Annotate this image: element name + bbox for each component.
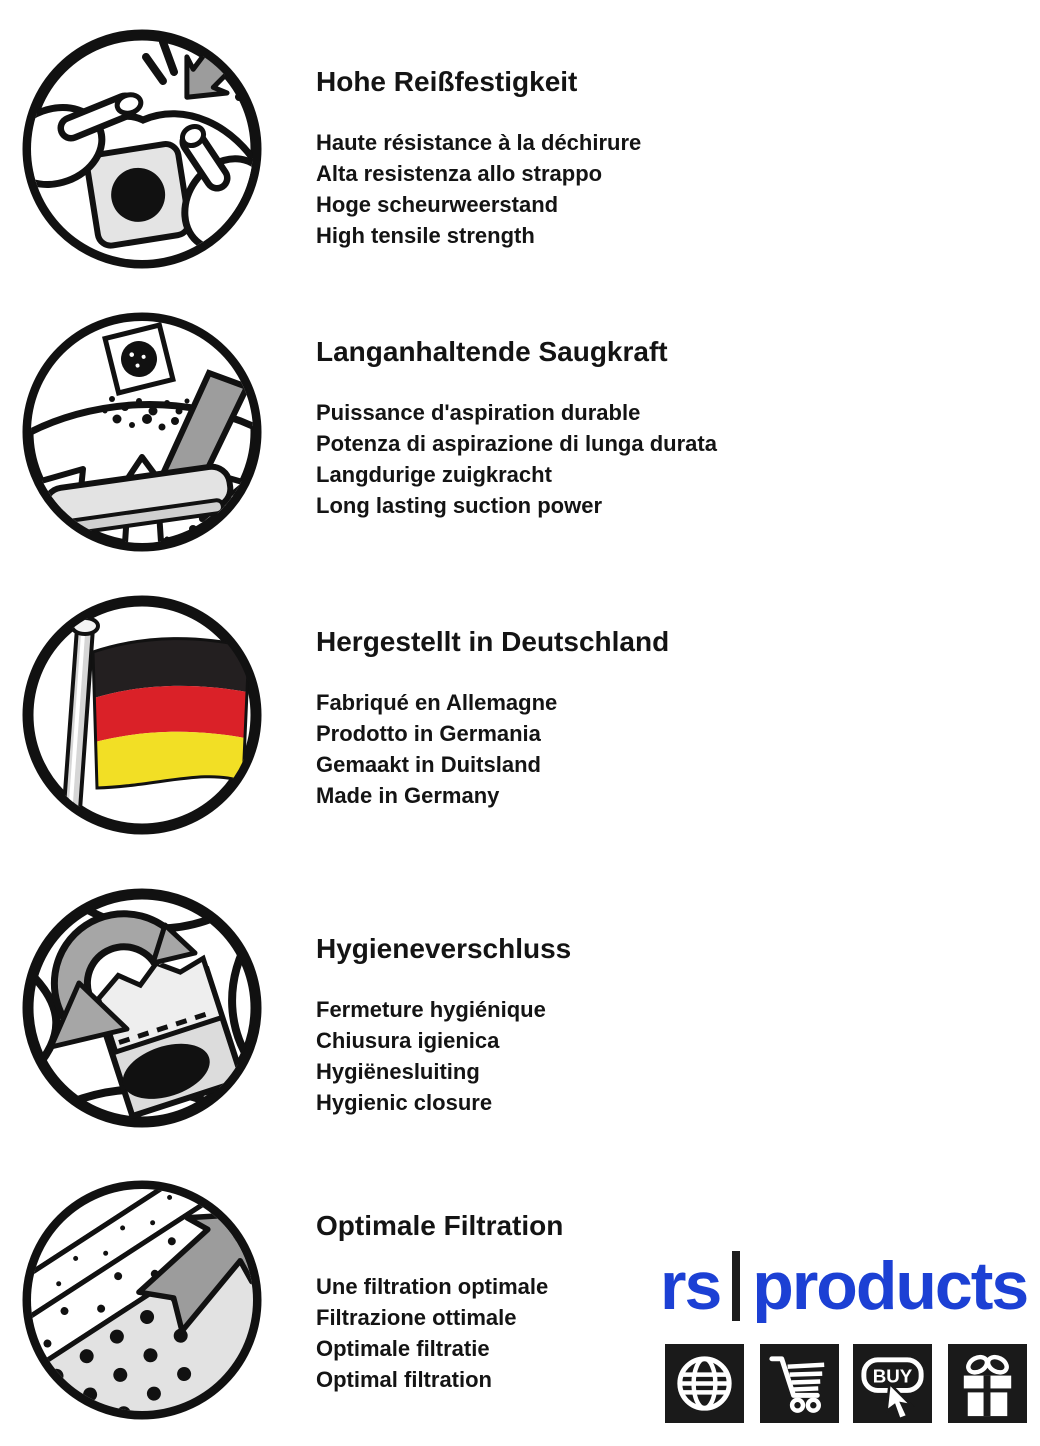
suction-power-icon xyxy=(17,307,267,557)
feature-line-it: Potenza di aspirazione di lunga durata xyxy=(316,431,717,456)
feature-line-it: Chiusura igienica xyxy=(316,1028,500,1053)
shopping-cart-icon xyxy=(760,1344,839,1423)
feature-line-fr: Haute résistance à la déchirure xyxy=(316,130,642,155)
brand-logo xyxy=(660,1244,1027,1328)
brand-separator-bar xyxy=(732,1251,740,1321)
feature-title: Hohe Reißfestigkeit xyxy=(316,66,578,97)
feature-line-it: Alta resistenza allo strappo xyxy=(316,161,603,186)
feature-line-nl: Hoge scheurweerstand xyxy=(316,192,559,217)
feature-suction-power xyxy=(316,336,976,521)
feature-title: Optimale Filtration xyxy=(316,1210,564,1241)
feature-line-nl: Hygiënesluiting xyxy=(316,1059,480,1084)
feature-line-en: Hygienic closure xyxy=(316,1090,493,1115)
feature-hygienic-closure xyxy=(316,933,976,1118)
feature-title: Hygieneverschluss xyxy=(316,933,572,964)
feature-title: Hergestellt in Deutschland xyxy=(316,626,670,657)
feature-line-nl: Optimale filtratie xyxy=(316,1336,490,1361)
hygienic-closure-icon xyxy=(17,883,267,1133)
feature-line-en: Made in Germany xyxy=(316,783,500,808)
feature-line-fr: Fermeture hygiénique xyxy=(316,997,546,1022)
feature-line-nl: Langdurige zuigkracht xyxy=(316,462,552,487)
buy-button-icon xyxy=(853,1344,932,1423)
brand-name-right: products xyxy=(752,1248,1028,1324)
brand-name-left: rs xyxy=(660,1248,721,1324)
feature-line-fr: Puissance d'aspiration durable xyxy=(316,400,641,425)
feature-line-en: Optimal filtration xyxy=(316,1367,492,1392)
feature-tear-strength xyxy=(316,66,976,251)
feature-line-it: Filtrazione ottimale xyxy=(316,1305,517,1330)
feature-title: Langanhaltende Saugkraft xyxy=(316,336,668,367)
tear-strength-icon xyxy=(17,24,267,274)
globe-icon xyxy=(665,1344,744,1423)
buy-label: BUY xyxy=(872,1365,913,1387)
gift-icon xyxy=(948,1344,1027,1423)
germany-flag-icon xyxy=(17,590,267,840)
feature-line-en: Long lasting suction power xyxy=(316,493,602,518)
feature-line-nl: Gemaakt in Duitsland xyxy=(316,752,541,777)
filtration-icon xyxy=(17,1175,267,1425)
feature-line-fr: Fabriqué en Allemagne xyxy=(316,690,558,715)
feature-line-en: High tensile strength xyxy=(316,223,535,248)
feature-made-in-germany xyxy=(316,626,976,811)
feature-line-it: Prodotto in Germania xyxy=(316,721,541,746)
feature-line-fr: Une filtration optimale xyxy=(316,1274,549,1299)
